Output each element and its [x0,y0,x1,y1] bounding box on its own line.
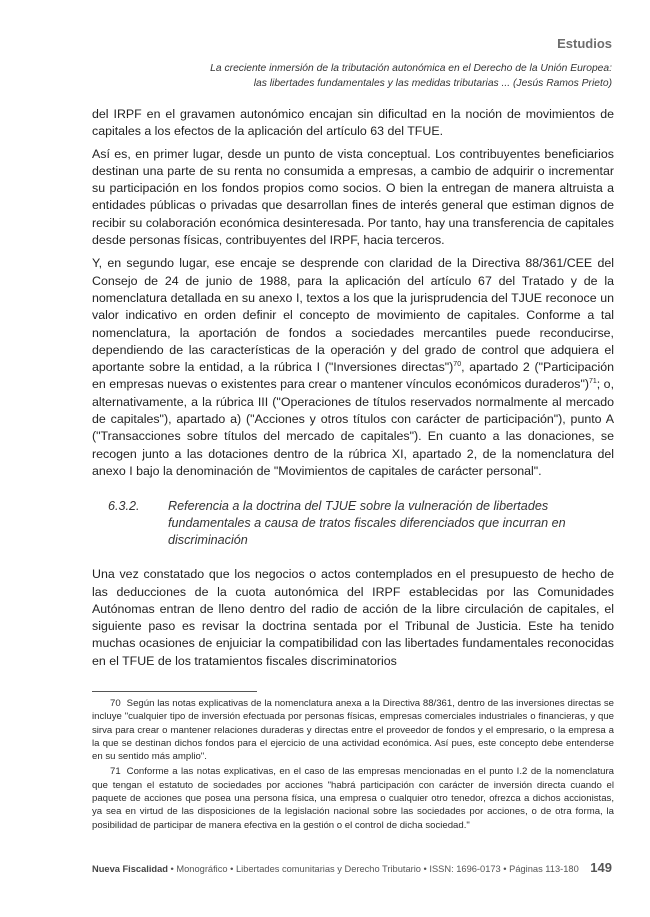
paragraph-3-part-b: , apartado 2 ("Participación en empresas nuevas o existentes para crear o mantener vínculos económicos duraderos") [92,360,614,392]
running-head-line-2: las libertades fundamentales y las medidas tributarias ... (Jesús Ramos Prieto) [253,77,612,89]
footnote-71 [92,765,614,831]
paragraph-3 [92,255,614,480]
paragraph-2: Así es, en primer lugar, desde un punto de vista conceptual. Los contribuyentes beneficiarios destinan una parte de su renta no consumida a empresas, a cambio de adquirir o incrementar su participación en los fondos propios como socios. O bien la entregan de manera altruista a entidades públicas o privadas que desarrollan fines de interés general que estiman dignos de recibir su colaboración económica desinteresada. Por tanto, hay una transferencia de capitales desde personas físicas, contribuyentes del IRPF, hacia terceros. [92,146,614,248]
page-number: 149 [590,860,612,875]
running-head-line-1: La creciente inmersión de la tributación autonómica en el Derecho de la Unión Europea: [210,63,612,74]
subsection-heading [108,498,614,549]
footer-details: • Monográfico • Libertades comunitarias y Derecho Tributario • ISSN: 1696-0173 • Páginas 113-180 [167,864,579,874]
subsection-title: Referencia a la doctrina del TJUE sobre la vulneración de libertades fundamentales a causa de tratos fiscales diferenciados que incurran en discriminación [168,499,566,548]
footnote-divider [92,691,257,692]
footnote-ref-70[interactable]: 70 [453,361,462,369]
paragraph-3-part-c: ; o, alternativamente, a la rúbrica III ("Operaciones de títulos reservados normalmente al mercado de capitales"), apartado a) ("Acciones y otros títulos con carácter de participación"), punto A ("Transacciones sobre títulos del mercado de capitales"). En cuanto a las donaciones, se recogen junto a las dotaciones dentro de la rúbrica XI, apartado 2, de la nomenclatura del anexo I bajo la denominación de "Movimientos de capitales de carácter personal". [92,377,615,478]
footnote-number: 71 [110,766,121,778]
paragraph-4: Una vez constatado que los negocios o actos contemplados en el presupuesto de hecho de las deducciones de la cuota autonómica del IRPF establecidas por las Comunidades Autónomas entran de lleno dentro del radio de acción de la libre circulación de capitales, el siguiente paso es revisar la doctrina sentada por el Tribunal de Justicia. Este ha tenido muchas ocasiones de enjuiciar la compatibilidad con las libertades fundamentales reconocidas en el TFUE de los tratamientos fiscales discriminatorios [92,567,614,668]
body-text [92,106,614,676]
journal-name: Nueva Fiscalidad [92,864,168,874]
paragraph-1: del IRPF en el gravamen autonómico encajan sin dificultad en la noción de movimientos de capitales a los efectos de la aplicación del artículo 63 del TFUE. [92,107,614,139]
footnote-ref-71[interactable]: 71 [588,378,597,386]
section-label: Estudios [557,36,612,51]
footnotes [92,697,614,834]
footnote-70 [92,697,614,763]
page-footer [92,860,612,875]
paragraph-3-part-a: Y, en segundo lugar, ese encaje se desprende con claridad de la Directiva 88/361/CEE del Consejo de 24 de junio de 1988, para la aplicación del artículo 67 del Tratado y de la nomenclatura detallada en su anexo I, textos a los que la jurisprudencia del TJUE reconoce un valor indicativo en orden definir el concepto de movimiento de capitales. Conforme a tal nomenclatura, la aportación de fondos a sociedades mercantiles puede reconducirse, dependiendo de las características de la operación y del grado de control que adquiera el aportante sobre la entidad, a la rúbrica I ("Inversiones directas") [92,256,614,375]
running-head [142,62,612,91]
footer-citation [92,864,579,874]
footnote-number: 70 [110,698,121,709]
footnote-text: Conforme a las notas explicativas, en el caso de las empresas mencionadas en el punto I.2 de la nomenclatura que tengan el estatuto de sociedades por acciones "habrá participación con carácter de inversión directa cuando el paquete de acciones que posea una persona física, una empresa o cualquier otro tenedor, ofrezca a dichos accionistas, ya sea en virtud de las disposiciones de la legislación nacional sobre las sociedades por acciones, o de otra forma, la posibilidad de participar de manera efectiva en la gestión o el control de dicha sociedad." [92,766,614,831]
footnote-text: Según las notas explicativas de la nomenclatura anexa a la Directiva 88/361, dentro de las inversiones directas se incluye "cualquier tipo de inversión efectuada por personas físicas, empresas comerciales industriales o financieras, y que sirva para crear o mantener relaciones duraderas y directas entre el proveedor de fondos y el empresario, o la empresa a la que se destinan dichos fondos para el ejercicio de una actividad económica. Así pues, este concepto debe entenderse en su sentido más amplio". [92,698,614,763]
subsection-number: 6.3.2. [108,499,140,514]
